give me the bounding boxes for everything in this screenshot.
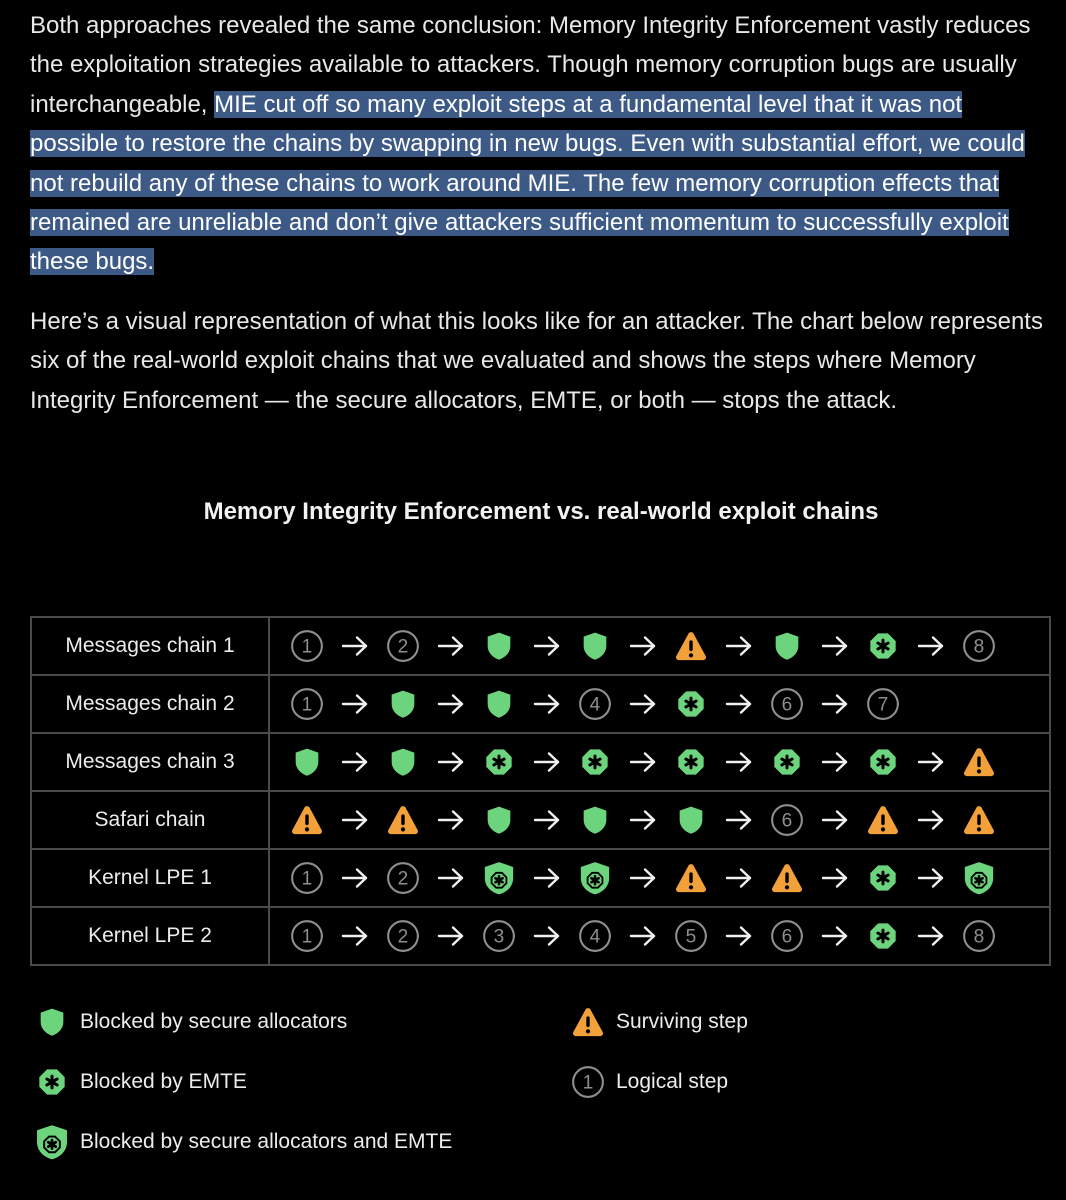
- shield-octagon-icon: [482, 861, 516, 895]
- octagon-asterisk-icon: [482, 745, 516, 779]
- numbered-circle-icon: [290, 861, 324, 895]
- legend: [30, 1000, 1060, 1180]
- chain-label: Messages chain 3: [31, 733, 269, 791]
- warning-triangle-icon: [386, 803, 420, 837]
- chain-steps-cell: [269, 675, 1050, 733]
- shield-icon: [290, 745, 324, 779]
- arrow-right-icon: [420, 924, 482, 948]
- octagon-asterisk-icon: [578, 745, 612, 779]
- chain-label: Safari chain: [31, 791, 269, 849]
- warning-triangle-icon: [866, 803, 900, 837]
- svg-text:6: 6: [781, 926, 793, 948]
- legend-item-logical: [568, 1062, 728, 1102]
- arrow-right-icon: [708, 692, 770, 716]
- octagon-asterisk-icon: [674, 745, 708, 779]
- chain-steps-cell: [269, 791, 1050, 849]
- arrow-right-icon: [516, 924, 578, 948]
- legend-label: Logical step: [616, 1070, 729, 1093]
- svg-text:2: 2: [397, 868, 409, 890]
- octagon-asterisk-icon: [866, 861, 900, 895]
- selected-text-highlight[interactable]: MIE cut off so many exploit steps at a fundamental level that it was not possible to restore the chains by swapping in new bugs. Even with substantial effort, we could not rebuild any of these chains to work around MIE. The few memory corruption effects that remained are unreliable and don’t give attackers sufficient momentum to successfully exploit these bugs.: [30, 90, 1025, 276]
- numbered-circle-icon: [578, 687, 612, 721]
- arrow-right-icon: [420, 692, 482, 716]
- paragraph-visual-intro: Here’s a visual representation of what this looks like for an attacker. The chart below represents six of the real-world exploit chains that we evaluated and shows the steps where Memory Integrity Enforcement — the secure allocators, EMTE, or both — stops the attack.: [30, 307, 1043, 414]
- warning-triangle-icon: [770, 861, 804, 895]
- shield-icon: [386, 687, 420, 721]
- numbered-circle-icon: [290, 629, 324, 663]
- paragraph-text: Both approaches revealed the same conclusion: Memory Integrity Enforcement vastly reduces the exploitation strategies available to attackers. Though memory corruption bugs are usually interchangeable,: [30, 12, 1031, 118]
- octagon-asterisk-icon: [866, 745, 900, 779]
- legend-label: Blocked by secure allocators and EMTE: [80, 1130, 453, 1153]
- svg-text:8: 8: [973, 926, 985, 948]
- arrow-right-icon: [420, 634, 482, 658]
- arrow-right-icon: [804, 750, 866, 774]
- svg-text:6: 6: [781, 810, 793, 832]
- shield-icon: [482, 629, 516, 663]
- numbered-circle-icon: [962, 919, 996, 953]
- octagon-asterisk-icon: [770, 745, 804, 779]
- arrow-right-icon: [804, 634, 866, 658]
- svg-text:1: 1: [301, 694, 313, 716]
- arrow-right-icon: [420, 866, 482, 890]
- warning-triangle-icon: [568, 1002, 608, 1042]
- arrow-right-icon: [900, 924, 962, 948]
- legend-item-both: [32, 1122, 452, 1162]
- arrow-right-icon: [708, 750, 770, 774]
- numbered-circle-icon: [386, 629, 420, 663]
- shield-icon: [386, 745, 420, 779]
- chain-row: [31, 675, 1050, 733]
- numbered-circle-icon: [770, 919, 804, 953]
- octagon-asterisk-icon: [32, 1062, 72, 1102]
- numbered-circle-icon: [386, 919, 420, 953]
- octagon-asterisk-icon: [866, 629, 900, 663]
- numbered-circle-icon: [866, 687, 900, 721]
- arrow-right-icon: [708, 866, 770, 890]
- arrow-right-icon: [612, 808, 674, 832]
- svg-text:5: 5: [685, 926, 697, 948]
- arrow-right-icon: [804, 692, 866, 716]
- numbered-circle-icon: [770, 687, 804, 721]
- arrow-right-icon: [900, 866, 962, 890]
- arrow-right-icon: [324, 692, 386, 716]
- octagon-asterisk-icon: [674, 687, 708, 721]
- chain-steps-cell: [269, 849, 1050, 907]
- shield-icon: [674, 803, 708, 837]
- svg-text:2: 2: [397, 636, 409, 658]
- svg-text:2: 2: [397, 926, 409, 948]
- numbered-circle-icon: [962, 629, 996, 663]
- numbered-circle-icon: [482, 919, 516, 953]
- arrow-right-icon: [324, 866, 386, 890]
- chain-row: [31, 791, 1050, 849]
- chain-steps-cell: [269, 733, 1050, 791]
- svg-text:1: 1: [301, 868, 313, 890]
- numbered-circle-icon: [770, 803, 804, 837]
- arrow-right-icon: [612, 866, 674, 890]
- legend-item-secure-allocators: [32, 1002, 347, 1042]
- warning-triangle-icon: [962, 803, 996, 837]
- arrow-right-icon: [516, 866, 578, 890]
- chain-row: [31, 733, 1050, 791]
- exploit-chain-table: [30, 616, 1051, 966]
- shield-icon: [578, 629, 612, 663]
- legend-label: Surviving step: [616, 1010, 748, 1033]
- shield-icon: [770, 629, 804, 663]
- numbered-circle-icon: [674, 919, 708, 953]
- arrow-right-icon: [612, 750, 674, 774]
- arrow-right-icon: [804, 808, 866, 832]
- arrow-right-icon: [324, 808, 386, 832]
- chain-row: [31, 849, 1050, 907]
- svg-text:1: 1: [582, 1072, 594, 1094]
- chain-steps-cell: [269, 907, 1050, 965]
- svg-text:8: 8: [973, 636, 985, 658]
- chart-title: Memory Integrity Enforcement vs. real-world exploit chains: [203, 498, 879, 525]
- shield-icon: [32, 1002, 72, 1042]
- svg-text:1: 1: [301, 926, 313, 948]
- numbered-circle-icon: [568, 1062, 608, 1102]
- legend-label: Blocked by EMTE: [80, 1070, 247, 1093]
- arrow-right-icon: [516, 634, 578, 658]
- arrow-right-icon: [708, 634, 770, 658]
- arrow-right-icon: [708, 924, 770, 948]
- chain-steps: [270, 676, 1049, 732]
- chain-label: Messages chain 1: [31, 617, 269, 675]
- arrow-right-icon: [324, 750, 386, 774]
- numbered-circle-icon: [578, 919, 612, 953]
- warning-triangle-icon: [962, 745, 996, 779]
- svg-text:7: 7: [877, 694, 889, 716]
- arrow-right-icon: [804, 924, 866, 948]
- octagon-asterisk-icon: [866, 919, 900, 953]
- svg-text:6: 6: [781, 694, 793, 716]
- shield-octagon-icon: [962, 861, 996, 895]
- arrow-right-icon: [516, 750, 578, 774]
- shield-octagon-icon: [32, 1122, 72, 1162]
- svg-text:1: 1: [301, 636, 313, 658]
- chain-steps: [270, 792, 1049, 848]
- numbered-circle-icon: [386, 861, 420, 895]
- legend-label: Blocked by secure allocators: [80, 1010, 348, 1033]
- legend-item-surviving: [568, 1002, 748, 1042]
- arrow-right-icon: [420, 808, 482, 832]
- chain-steps: [270, 734, 1049, 790]
- article-body: [30, 6, 1056, 420]
- warning-triangle-icon: [674, 861, 708, 895]
- chain-steps: [270, 850, 1049, 906]
- numbered-circle-icon: [290, 919, 324, 953]
- arrow-right-icon: [612, 692, 674, 716]
- warning-triangle-icon: [290, 803, 324, 837]
- shield-octagon-icon: [578, 861, 612, 895]
- chain-label: Kernel LPE 1: [31, 849, 269, 907]
- shield-icon: [482, 687, 516, 721]
- chain-row: [31, 907, 1050, 965]
- exploit-chain-rows: [31, 617, 1050, 965]
- arrow-right-icon: [804, 866, 866, 890]
- arrow-right-icon: [900, 750, 962, 774]
- arrow-right-icon: [516, 692, 578, 716]
- legend-item-emte: [32, 1062, 247, 1102]
- svg-text:4: 4: [589, 926, 601, 948]
- shield-icon: [482, 803, 516, 837]
- arrow-right-icon: [516, 808, 578, 832]
- arrow-right-icon: [324, 924, 386, 948]
- arrow-right-icon: [612, 924, 674, 948]
- svg-text:4: 4: [589, 694, 601, 716]
- arrow-right-icon: [612, 634, 674, 658]
- chain-steps: [270, 908, 1049, 964]
- paragraph-conclusion: [30, 6, 1056, 282]
- arrow-right-icon: [900, 808, 962, 832]
- chain-label: Kernel LPE 2: [31, 907, 269, 965]
- chain-steps: [270, 618, 1049, 674]
- chain-steps-cell: [269, 617, 1050, 675]
- chain-label: Messages chain 2: [31, 675, 269, 733]
- arrow-right-icon: [420, 750, 482, 774]
- arrow-right-icon: [324, 634, 386, 658]
- arrow-right-icon: [708, 808, 770, 832]
- shield-icon: [578, 803, 612, 837]
- warning-triangle-icon: [674, 629, 708, 663]
- arrow-right-icon: [900, 634, 962, 658]
- chain-row: [31, 617, 1050, 675]
- numbered-circle-icon: [290, 687, 324, 721]
- svg-text:3: 3: [493, 926, 505, 948]
